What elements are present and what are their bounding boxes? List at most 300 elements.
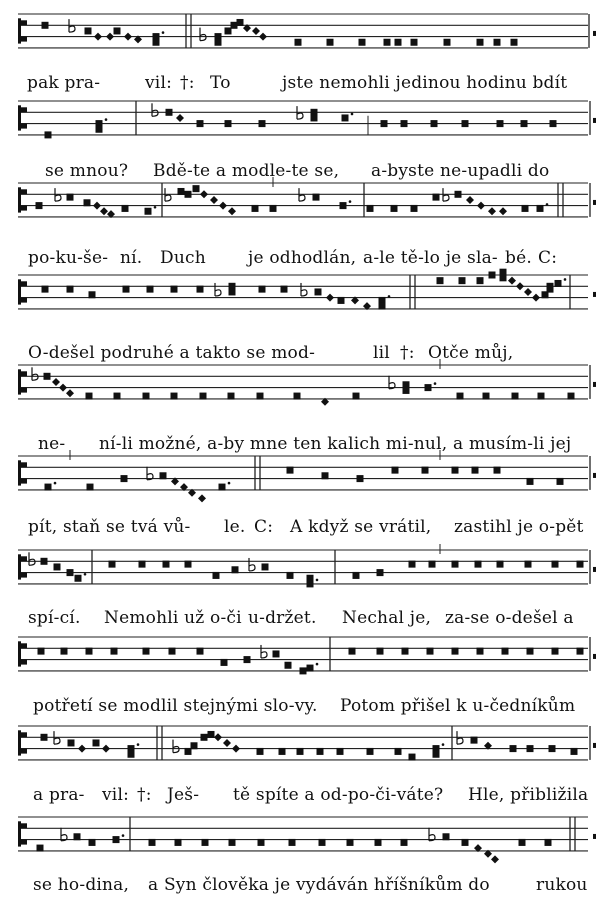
lyrics-line — [0, 695, 605, 719]
lyric-syllable: Otče můj, — [428, 343, 514, 363]
lyrics-line — [0, 247, 605, 271]
punctum — [433, 194, 440, 201]
lyric-syllable: a-byste ne-upadli do — [371, 161, 550, 181]
punctum — [197, 648, 204, 655]
lyric-syllable: Hle, přibližila — [468, 785, 589, 805]
punctum — [87, 484, 94, 491]
rhombus — [78, 745, 86, 753]
punctum — [437, 277, 444, 284]
lyric-syllable: A když se vrátil, — [290, 517, 432, 537]
custos — [593, 200, 596, 205]
punctum — [201, 734, 208, 741]
punctum — [185, 561, 192, 568]
punctum — [521, 120, 528, 127]
mora-dot — [546, 203, 549, 206]
punctum — [300, 667, 307, 674]
mora-dot — [316, 663, 319, 666]
punctum — [401, 839, 408, 846]
rhombus — [232, 745, 240, 753]
punctum — [494, 39, 501, 46]
punctum — [287, 467, 294, 474]
punctum — [237, 19, 244, 26]
lyric-syllable: †: — [137, 785, 152, 805]
rhombus — [228, 207, 236, 215]
punctum — [41, 558, 48, 565]
punctum — [213, 572, 220, 579]
lyric-syllable: po-ku-še- — [28, 248, 109, 268]
punctum — [202, 839, 209, 846]
punctum — [349, 648, 356, 655]
punctum — [537, 205, 544, 212]
lyric-syllable: je odhodlán, — [248, 248, 357, 268]
custos — [593, 382, 596, 387]
lyric-syllable: se ho-dina, — [33, 875, 130, 895]
c-clef-icon — [18, 460, 27, 485]
punctum — [287, 572, 294, 579]
flat-icon — [261, 645, 267, 658]
rhombus — [223, 739, 231, 747]
punctum — [489, 272, 496, 279]
punctum — [429, 561, 436, 568]
punctum — [402, 648, 409, 655]
punctum — [455, 191, 462, 198]
lyric-syllable: †: — [180, 73, 195, 93]
staff-system — [0, 177, 605, 273]
flat-icon — [147, 467, 153, 480]
lyric-syllable: Nechal je, — [342, 608, 432, 628]
punctum — [93, 739, 100, 746]
rhombus — [524, 288, 532, 296]
punctum — [258, 839, 265, 846]
lyric-syllable: rukou — [536, 875, 588, 895]
rhombus — [491, 855, 499, 863]
punctum — [395, 748, 402, 755]
staff-system — [0, 726, 605, 810]
punctum — [122, 205, 129, 212]
rhombus — [66, 389, 74, 397]
punctum — [185, 191, 192, 198]
punctum — [197, 120, 204, 127]
punctum — [232, 566, 239, 573]
punctum — [231, 22, 238, 29]
rhombus — [326, 294, 334, 302]
punctum — [462, 839, 469, 846]
lyric-syllable: C: — [538, 248, 558, 268]
staff-system — [0, 101, 605, 186]
staff-system — [0, 359, 605, 459]
punctum — [123, 286, 130, 293]
punctum — [431, 120, 438, 127]
rhombus — [466, 196, 474, 204]
punctum — [338, 297, 345, 304]
punctum — [433, 751, 440, 758]
flat-icon — [32, 367, 38, 380]
punctum — [166, 109, 173, 116]
punctum — [128, 751, 135, 758]
punctum — [452, 467, 459, 474]
mora-dot — [351, 113, 354, 116]
mora-dot — [154, 206, 157, 209]
punctum — [510, 745, 517, 752]
mora-dot — [54, 482, 57, 485]
lyric-syllable: O-dešel podruhé a takto se mod- — [28, 343, 316, 363]
punctum — [279, 748, 286, 755]
punctum — [74, 833, 81, 840]
punctum — [67, 286, 74, 293]
punctum — [86, 393, 93, 400]
c-clef-icon — [18, 105, 27, 130]
punctum — [422, 467, 429, 474]
punctum — [315, 288, 322, 295]
punctum — [527, 478, 534, 485]
rhombus — [52, 378, 60, 386]
punctum — [37, 845, 44, 852]
rhombus — [59, 384, 67, 392]
punctum — [411, 39, 418, 46]
punctum — [38, 648, 45, 655]
punctum — [527, 745, 534, 752]
flat-icon — [301, 283, 307, 296]
punctum — [552, 648, 559, 655]
punctum — [502, 648, 509, 655]
punctum — [42, 286, 49, 293]
lyric-syllable: a musím-li jej — [453, 434, 572, 454]
punctum — [475, 561, 482, 568]
punctum — [160, 472, 167, 479]
rhombus — [100, 207, 108, 215]
punctum — [75, 575, 82, 582]
punctum — [367, 748, 374, 755]
c-clef-icon — [18, 730, 27, 755]
flat-icon — [173, 740, 179, 753]
punctum — [45, 484, 52, 491]
punctum — [68, 739, 75, 746]
lyric-syllable: u-držet. — [248, 608, 317, 628]
punctum — [401, 120, 408, 127]
lyrics-line — [0, 160, 605, 184]
mora-dot — [228, 482, 231, 485]
punctum — [178, 188, 185, 195]
punctum — [273, 650, 280, 657]
custos — [593, 473, 596, 478]
lyric-syllable: ne- — [38, 434, 66, 454]
punctum — [392, 467, 399, 474]
lyric-syllable: Nemohli už o-či — [104, 608, 242, 628]
punctum — [472, 467, 479, 474]
punctum — [411, 205, 418, 212]
punctum — [153, 39, 160, 46]
punctum — [200, 393, 207, 400]
staff-system — [0, 450, 605, 542]
punctum — [395, 39, 402, 46]
punctum — [322, 472, 329, 479]
punctum — [577, 561, 584, 568]
punctum — [145, 208, 152, 215]
punctum — [522, 205, 529, 212]
punctum — [353, 572, 360, 579]
punctum — [86, 648, 93, 655]
punctum — [353, 393, 360, 400]
mora-dot — [122, 834, 125, 837]
lyric-syllable: vil: — [102, 785, 130, 805]
punctum — [391, 205, 398, 212]
punctum — [494, 467, 501, 474]
lyrics-line — [0, 72, 605, 96]
lyric-syllable: Duch — [160, 248, 206, 268]
punctum — [262, 563, 269, 570]
punctum — [444, 39, 451, 46]
punctum — [527, 648, 534, 655]
punctum — [61, 648, 68, 655]
lyric-syllable: vil: — [145, 73, 173, 93]
punctum — [89, 839, 96, 846]
punctum — [337, 748, 344, 755]
punctum — [452, 561, 459, 568]
punctum — [425, 384, 432, 391]
punctum — [545, 839, 552, 846]
punctum — [443, 833, 450, 840]
rhombus — [200, 190, 208, 198]
punctum — [84, 199, 91, 206]
staff-system — [0, 269, 605, 368]
rhombus — [198, 494, 206, 502]
punctum — [219, 484, 226, 491]
punctum — [257, 393, 264, 400]
punctum — [577, 648, 584, 655]
punctum — [477, 277, 484, 284]
punctum — [555, 280, 562, 287]
punctum — [409, 754, 416, 761]
punctum — [497, 120, 504, 127]
rhombus — [488, 207, 496, 215]
punctum — [113, 836, 120, 843]
punctum — [511, 39, 518, 46]
flat-icon — [429, 828, 435, 841]
punctum — [457, 393, 464, 400]
punctum — [259, 286, 266, 293]
punctum — [311, 114, 318, 121]
punctum — [549, 745, 556, 752]
lyrics-line — [0, 342, 605, 366]
rhombus — [94, 33, 102, 41]
lyric-syllable: ní-li možné, a-by mne ten kalich mi-nul, — [99, 434, 448, 454]
flat-icon — [200, 28, 206, 41]
staff-system — [0, 637, 605, 721]
lyric-syllable: se mnou? — [45, 161, 129, 181]
custos — [593, 654, 596, 659]
c-clef-icon — [18, 279, 27, 304]
punctum — [208, 731, 215, 738]
punctum — [121, 475, 128, 482]
punctum — [285, 662, 292, 669]
punctum — [54, 563, 61, 570]
punctum — [313, 194, 320, 201]
punctum — [557, 478, 564, 485]
lyric-syllable: le. — [224, 517, 246, 537]
punctum — [347, 839, 354, 846]
punctum — [477, 648, 484, 655]
mora-dot — [162, 31, 165, 34]
punctum — [462, 120, 469, 127]
punctum — [252, 205, 259, 212]
lyric-syllable: za-se o-dešel a — [445, 608, 574, 628]
custos — [593, 834, 596, 839]
punctum — [96, 126, 103, 133]
punctum — [89, 291, 96, 298]
punctum — [257, 748, 264, 755]
custos — [593, 292, 596, 297]
lyric-syllable: potřetí se modlil stejnými slo-vy. — [33, 696, 318, 716]
punctum — [307, 580, 314, 587]
punctum — [191, 742, 198, 749]
punctum — [359, 39, 366, 46]
punctum — [342, 114, 349, 121]
punctum — [143, 393, 150, 400]
lyrics-line — [0, 874, 605, 898]
rhombus — [102, 745, 110, 753]
mora-dot — [105, 118, 108, 121]
lyric-syllable: Potom přišel k u-čedníkům — [340, 696, 576, 716]
lyrics-line — [0, 516, 605, 540]
rhombus — [176, 114, 184, 122]
punctum — [377, 569, 384, 576]
mora-dot — [316, 579, 319, 582]
punctum — [477, 39, 484, 46]
punctum — [512, 393, 519, 400]
punctum — [384, 39, 391, 46]
punctum — [519, 839, 526, 846]
punctum — [289, 839, 296, 846]
punctum — [67, 569, 74, 576]
punctum — [175, 839, 182, 846]
punctum — [221, 659, 228, 666]
lyric-syllable: lil — [373, 343, 390, 363]
c-clef-icon — [18, 369, 27, 394]
mora-dot — [137, 743, 140, 746]
lyric-syllable: zastihl je o-pět — [454, 517, 584, 537]
rhombus — [532, 294, 540, 302]
punctum — [44, 373, 51, 380]
punctum — [317, 748, 324, 755]
lyric-syllable: ní. — [120, 248, 143, 268]
punctum — [483, 393, 490, 400]
punctum — [409, 561, 416, 568]
punctum — [377, 648, 384, 655]
rhombus — [508, 277, 516, 285]
punctum — [85, 27, 92, 34]
punctum — [147, 286, 154, 293]
lyric-syllable: pít, staň se tvá vů- — [28, 517, 191, 537]
punctum — [197, 286, 204, 293]
lyric-syllable: tě spíte a od-po-či-váte? — [233, 785, 444, 805]
lyric-syllable: spí-cí. — [28, 608, 81, 628]
flat-icon — [249, 558, 255, 571]
punctum — [538, 393, 545, 400]
staff-system — [0, 817, 605, 900]
rhombus — [106, 33, 114, 41]
staff-system — [0, 544, 605, 633]
rhombus — [219, 202, 227, 210]
punctum — [41, 734, 48, 741]
lyric-syllable: C: — [254, 517, 274, 537]
rhombus — [210, 196, 218, 204]
punctum — [171, 286, 178, 293]
punctum — [149, 839, 156, 846]
punctum — [471, 737, 478, 744]
rhombus — [214, 733, 222, 741]
rhombus — [252, 27, 260, 35]
punctum — [114, 393, 121, 400]
flat-icon — [29, 552, 35, 565]
rhombus — [259, 33, 267, 41]
punctum — [294, 393, 301, 400]
c-clef-icon — [18, 187, 27, 212]
punctum — [229, 839, 236, 846]
lyric-syllable: bé. — [505, 248, 532, 268]
rhombus — [124, 33, 132, 41]
custos — [593, 31, 596, 36]
lyric-syllable: a pra- — [33, 785, 85, 805]
punctum — [319, 839, 326, 846]
lyric-syllable: Bdě-te a modle-te se, — [153, 161, 340, 181]
mora-dot — [84, 573, 87, 576]
mora-dot — [442, 743, 445, 746]
punctum — [109, 561, 116, 568]
punctum — [228, 393, 235, 400]
punctum — [225, 120, 232, 127]
flat-icon — [215, 283, 221, 296]
mora-dot — [349, 200, 352, 203]
punctum — [459, 277, 466, 284]
punctum — [281, 286, 288, 293]
punctum — [297, 748, 304, 755]
rhombus — [477, 202, 485, 210]
punctum — [452, 648, 459, 655]
punctum — [571, 748, 578, 755]
lyric-syllable: pak pra- — [27, 73, 101, 93]
punctum — [169, 648, 176, 655]
punctum — [550, 120, 557, 127]
mora-dot — [388, 295, 391, 298]
c-clef-icon — [18, 641, 27, 666]
punctum — [67, 194, 74, 201]
punctum — [111, 648, 118, 655]
punctum — [379, 303, 386, 310]
punctum — [295, 39, 302, 46]
punctum — [229, 288, 236, 295]
punctum — [215, 39, 222, 46]
punctum — [327, 39, 334, 46]
lyric-syllable: a Syn člověka je vydáván hříšníkům do — [148, 875, 490, 895]
lyrics-line — [0, 784, 605, 808]
staff-system — [0, 14, 605, 98]
punctum — [114, 27, 121, 34]
punctum — [42, 22, 49, 29]
custos — [593, 743, 596, 748]
punctum — [500, 274, 507, 281]
punctum — [307, 665, 314, 672]
punctum — [225, 27, 232, 34]
punctum — [244, 656, 251, 663]
punctum — [403, 387, 410, 394]
flat-icon — [389, 376, 395, 389]
punctum — [185, 748, 192, 755]
lyric-syllable: Ješ- — [167, 785, 200, 805]
punctum — [340, 202, 347, 209]
custos — [593, 567, 596, 572]
punctum — [375, 839, 382, 846]
punctum — [367, 205, 374, 212]
